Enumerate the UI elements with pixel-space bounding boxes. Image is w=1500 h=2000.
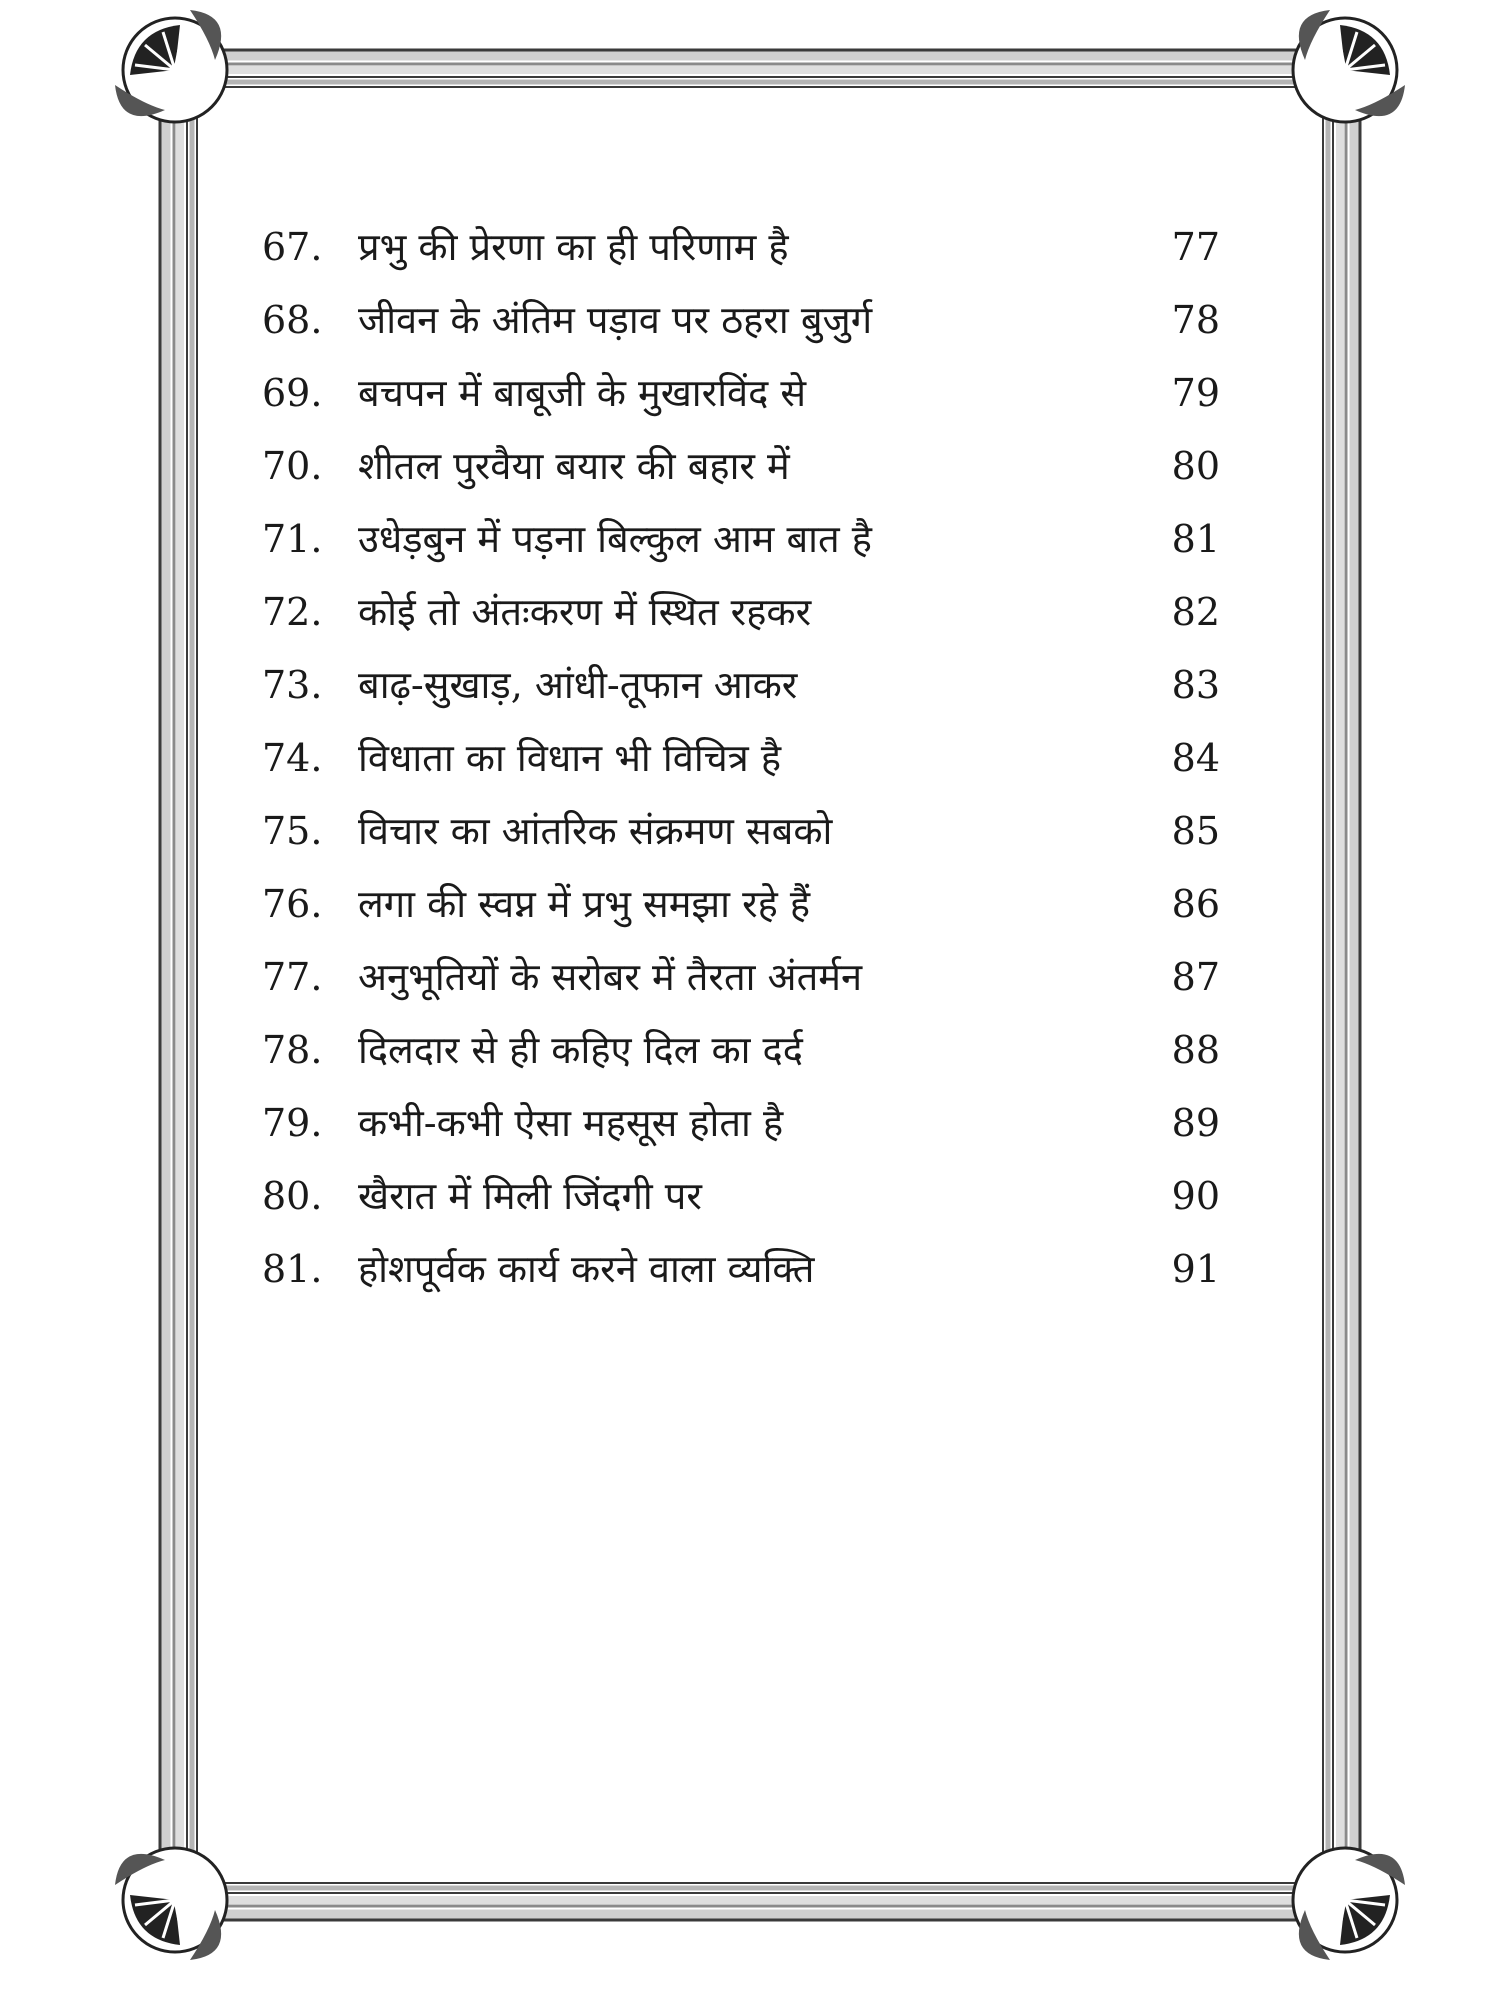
corner-ornament-top-right xyxy=(1293,10,1405,122)
table-of-contents xyxy=(262,222,1220,1317)
entry-page-number: 77 xyxy=(1171,225,1220,269)
entry-page-number: 90 xyxy=(1171,1174,1220,1218)
entry-title: जीवन के अंतिम पड़ाव पर ठहरा बुजुर्ग xyxy=(358,298,873,342)
toc-entry[interactable] xyxy=(262,222,1220,295)
entry-title: उधेड़बुन में पड़ना बिल्कुल आम बात है xyxy=(358,517,872,561)
toc-entry[interactable] xyxy=(262,952,1220,1025)
entry-title: शीतल पुरवैया बयार की बहार में xyxy=(358,444,790,488)
entry-number: 68. xyxy=(262,298,323,342)
corner-ornament-bottom-right xyxy=(1293,1848,1405,1960)
corner-ornament-top-left xyxy=(115,10,227,122)
toc-entry[interactable] xyxy=(262,879,1220,952)
entry-number: 72. xyxy=(262,590,323,634)
entry-title: विधाता का विधान भी विचित्र है xyxy=(358,736,782,780)
entry-page-number: 84 xyxy=(1171,736,1220,780)
entry-page-number: 87 xyxy=(1171,955,1220,999)
toc-entry[interactable] xyxy=(262,806,1220,879)
entry-number: 81. xyxy=(262,1247,323,1291)
entry-number: 69. xyxy=(262,371,323,415)
entry-number: 80. xyxy=(262,1174,323,1218)
entry-number: 70. xyxy=(262,444,323,488)
entry-title: विचार का आंतरिक संक्रमण सबको xyxy=(358,809,833,853)
entry-title: कोई तो अंतःकरण में स्थित रहकर xyxy=(358,590,812,634)
entry-number: 67. xyxy=(262,225,323,269)
toc-entry[interactable] xyxy=(262,660,1220,733)
entry-page-number: 81 xyxy=(1171,517,1220,561)
entry-number: 75. xyxy=(262,809,323,853)
entry-page-number: 86 xyxy=(1171,882,1220,926)
entry-title: प्रभु की प्रेरणा का ही परिणाम है xyxy=(358,225,789,269)
entry-page-number: 83 xyxy=(1171,663,1220,707)
entry-number: 76. xyxy=(262,882,323,926)
toc-entry[interactable] xyxy=(262,368,1220,441)
toc-entry[interactable] xyxy=(262,587,1220,660)
entry-number: 71. xyxy=(262,517,323,561)
entry-title: लगा की स्वप्न में प्रभु समझा रहे हैं xyxy=(358,882,811,926)
toc-entry[interactable] xyxy=(262,1098,1220,1171)
entry-number: 79. xyxy=(262,1101,323,1145)
entry-page-number: 91 xyxy=(1171,1247,1220,1291)
entry-title: अनुभूतियों के सरोबर में तैरता अंतर्मन xyxy=(358,955,863,999)
entry-title: खैरात में मिली जिंदगी पर xyxy=(358,1174,702,1218)
entry-page-number: 80 xyxy=(1171,444,1220,488)
entry-page-number: 88 xyxy=(1171,1028,1220,1072)
corner-ornament-bottom-left xyxy=(115,1848,227,1960)
entry-number: 78. xyxy=(262,1028,323,1072)
entry-title: होशपूर्वक कार्य करने वाला व्यक्ति xyxy=(358,1247,815,1291)
toc-entry[interactable] xyxy=(262,733,1220,806)
toc-entry[interactable] xyxy=(262,295,1220,368)
toc-entry[interactable] xyxy=(262,1171,1220,1244)
entry-title: कभी-कभी ऐसा महसूस होता है xyxy=(358,1101,784,1145)
toc-entry[interactable] xyxy=(262,1244,1220,1317)
entry-page-number: 85 xyxy=(1171,809,1220,853)
entry-title: बाढ़-सुखाड़, आंधी-तूफान आकर xyxy=(358,663,798,707)
entry-title: बचपन में बाबूजी के मुखारविंद से xyxy=(358,371,807,415)
entry-page-number: 82 xyxy=(1171,590,1220,634)
entry-number: 77. xyxy=(262,955,323,999)
entry-page-number: 79 xyxy=(1171,371,1220,415)
toc-entry[interactable] xyxy=(262,441,1220,514)
entry-page-number: 78 xyxy=(1171,298,1220,342)
entry-title: दिलदार से ही कहिए दिल का दर्द xyxy=(358,1028,803,1072)
toc-entry[interactable] xyxy=(262,1025,1220,1098)
entry-page-number: 89 xyxy=(1171,1101,1220,1145)
entry-number: 74. xyxy=(262,736,323,780)
toc-entry[interactable] xyxy=(262,514,1220,587)
entry-number: 73. xyxy=(262,663,323,707)
